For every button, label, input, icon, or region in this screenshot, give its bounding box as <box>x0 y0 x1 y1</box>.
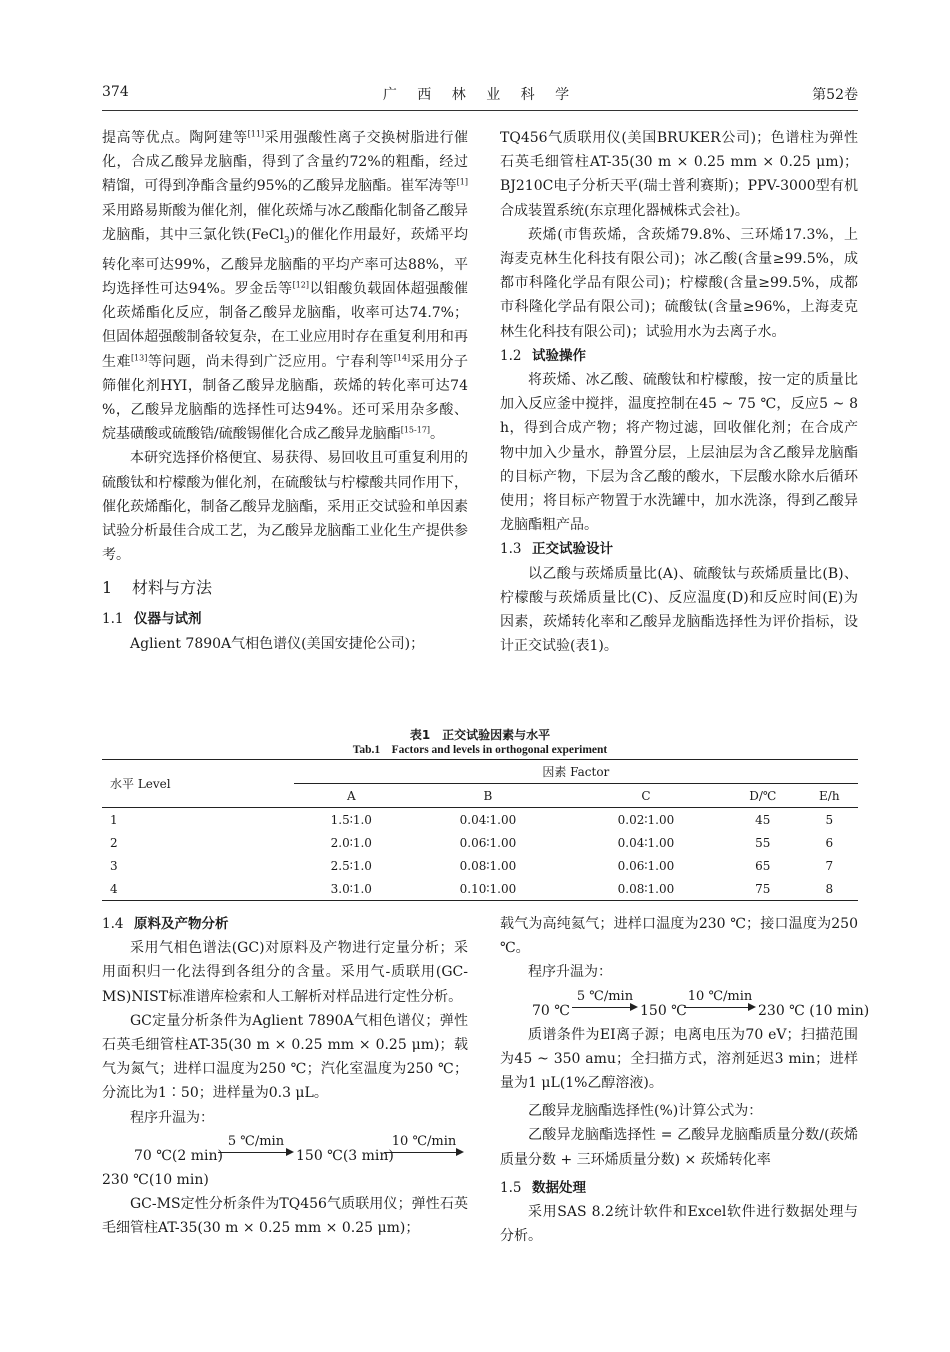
reagents-paragraph: 莰烯(市售莰烯，含莰烯79.8%、三环烯17.3%，上海麦克林生化科技有限公司)；冰乙酸(含量≥99.5%，成都市科隆化学品有限公司)；柠檬酸(含量≥99.5%，成都市科隆化学品有限公司)；硫酸钛(含量≥96%，上海麦克林生化科技有限公司)；试验用水为去离子水。 <box>500 226 858 340</box>
left-column-bottom <box>102 912 468 1240</box>
citation[interactable]: [11] <box>247 129 265 139</box>
intro-paragraph-2: 本研究选择价格便宜、易获得、易回收且可重复利用的硫酸钛和柠檬酸为催化剂，在硫酸钛与柠檬酸共同作用下，催化莰烯酯化，制备乙酸异龙脑酯，采用正交试验和单因素试验分析最佳合成工艺，为乙酸异龙脑酯工业化生产提供参考。 <box>102 450 468 564</box>
table-1 <box>102 728 858 901</box>
citation[interactable]: [15-17] <box>400 425 431 435</box>
gcms-conditions-paragraph: GC-MS定性分析条件为TQ456气质联用仪；弹性石英毛细管柱AT-35(30 m × 0.25 mm × 0.25 μm)； <box>102 1196 468 1237</box>
running-header <box>102 84 858 108</box>
citation[interactable]: [13] <box>130 352 148 362</box>
volume-label: 第52卷 <box>812 87 858 103</box>
citation[interactable]: [12] <box>292 280 309 290</box>
column-header: B <box>483 788 493 803</box>
gc-conditions-paragraph: GC定量分析条件为Aglient 7890A气相色谱仪；弹性石英毛细管柱AT-35(30 m × 0.25 mm × 0.25 μm)；载气为氮气；进样口温度为250 ℃；汽化室温度为250 ℃；分流比为1∶50；进样量为0.3 μL。 <box>102 1012 468 1102</box>
level-header: 水平 Level <box>102 760 294 808</box>
journal-title: 广 西 林 业 科 学 <box>382 87 578 103</box>
arrow-icon: 5 ℃/min <box>218 1130 294 1160</box>
ms-temperature-program: 70 ℃ 5 ℃/min 150 ℃ 10 ℃/min 230 ℃ (10 min) <box>500 985 858 1023</box>
gc-program-end: 230 ℃(10 min) <box>102 1171 209 1188</box>
gc-temperature-program: 70 ℃(2 min) 5 ℃/min 150 ℃(3 min) 10 ℃/min <box>102 1130 468 1168</box>
program-label: 程序升温为： <box>130 1109 214 1126</box>
right-column-bottom <box>500 912 870 1248</box>
column-header: C <box>641 788 651 803</box>
selectivity-formula: 乙酸异龙脑酯选择性 = 乙酸异龙脑酯质量分数/(莰烯质量分数 + 三环烯质量分数) × 莰烯转化率 <box>500 1127 858 1168</box>
factor-level-table <box>102 759 858 901</box>
table-row: 1 1.5∶1.0 0.04∶1.00 0.02∶1.00 45 5 <box>110 812 834 827</box>
analysis-paragraph: 采用气相色谱法(GC)对原料及产物进行定量分析；采用面积归一化法得到各组分的含量。采用气-质联用(GC-MS)NIST标准谱库检索和人工解析对样品进行定性分析。 <box>102 940 468 1005</box>
arrow-icon: 10 ℃/min <box>384 1130 464 1160</box>
data-processing-paragraph: 采用SAS 8.2统计软件和Excel软件进行数据处理与分析。 <box>500 1204 858 1245</box>
intro-paragraph-1: 提高等优点。陶阿建等[11]采用强酸性离子交换树脂进行催化，合成乙酸异龙脑酯，得到了含量约72%的粗酯，经过精馏，可得到净酯含量约95%的乙酸异龙脑酯。崔军涛等[1]采用路易斯酸为催化剂，催化莰烯与冰乙酸酯化制备乙酸异龙脑酯，其中三氯化铁(FeCl$_3$)的催化作用最好，莰烯平均转化率可达99%，乙酸异龙脑酯的平均产率可达88%，平均选择性可达94%。罗金岳等[12]以钼酸负载固体超强酸催化莰烯酯化反应，制备乙酸异龙脑酯，收率可达74.7%；但固体超强酸制备较复杂，在工业应用时存在重复利用和再生难[13]等问题，尚未得到广泛应用。宁春利等[14]采用分子筛催化剂HYI，制备乙酸异龙脑酯，莰烯的转化率可达74 %，乙酸异龙脑酯的选择性可达94%。还可采用杂多酸、烷基磺酸或硫酸锆/硫酸锡催化合成乙酸异龙脑酯[15-17]。 <box>102 129 469 443</box>
operation-paragraph: 将莰烯、冰乙酸、硫酸钛和柠檬酸，按一定的质量比加入反应釜中搅拌，温度控制在45 ~ 75 ℃，反应5 ~ 8 h，得到合成产物；将产物过滤，回收催化剂；在合成产物中加入少量水，静置分层，上层油层为含乙酸异龙脑酯的目标产物，下层为含乙酸的酸水，下层酸水除水后循环使用；将目标产物置于水洗罐中，加水洗涤，得到乙酸异龙脑酯粗产品。 <box>500 372 858 534</box>
citation[interactable]: [14] <box>393 352 411 362</box>
program-label: 程序升温为： <box>528 964 612 981</box>
column-header: D/℃ <box>749 788 777 803</box>
left-column-top <box>102 126 468 656</box>
table-row: 4 3.0∶1.0 0.10∶1.00 0.08∶1.00 75 8 <box>102 877 858 901</box>
arrow-icon: 5 ℃/min <box>572 985 638 1015</box>
section-heading-1-5: 1.5 数据处理 <box>500 1179 586 1196</box>
ms-conditions-paragraph: 质谱条件为EI离子源；电离电压为70 eV；扫描范围为45 ~ 350 amu；全扫描方式，溶剂延迟3 min；进样量为1 μL(1%乙醇溶液)。 <box>500 1026 858 1092</box>
arrow-icon: 10 ℃/min <box>684 985 756 1015</box>
section-heading-1-2: 1.2 试验操作 <box>500 347 586 364</box>
section-heading-1-1: 1.1 仪器与试剂 <box>102 611 202 628</box>
instruments-paragraph-cont: TQ456气质联用仪(美国BRUKER公司)；色谱柱为弹性石英毛细管柱AT-35(30 m × 0.25 mm × 0.25 μm)；BJ210C电子分析天平(瑞士普利赛斯)；PPV-3000型有机合成装置系统(东京理化器械株式会社)。 <box>500 130 858 219</box>
section-heading-1-4: 1.4 原料及产物分析 <box>102 916 229 932</box>
table-row: 3 2.5∶1.0 0.08∶1.00 0.06∶1.00 65 7 <box>110 858 834 873</box>
page-number: 374 <box>102 84 129 100</box>
section-heading-1-3: 1.3 正交试验设计 <box>500 541 613 558</box>
citation[interactable]: [1] <box>456 177 468 187</box>
table-caption-en: Tab.1 Factors and levels in orthogonal experiment <box>352 744 608 756</box>
section-heading-1: 1 材料与方法 <box>102 578 213 598</box>
table-row: 2 2.0∶1.0 0.06∶1.00 0.04∶1.00 55 6 <box>110 835 834 850</box>
column-header: E/h <box>819 788 840 803</box>
right-column-top <box>500 126 858 658</box>
instruments-paragraph: Aglient 7890A气相色谱仪(美国安捷伦公司)； <box>130 635 425 652</box>
factor-header: 因素 Factor <box>294 760 858 784</box>
gcms-conditions-cont: 载气为高纯氦气；进样口温度为230 ℃；接口温度为250 ℃。 <box>500 916 858 957</box>
orthogonal-paragraph: 以乙酸与莰烯质量比(A)、硫酸钛与莰烯质量比(B)、柠檬酸与莰烯质量比(C)、反应温度(D)和反应时间(E)为因素，莰烯转化率和乙酸异龙脑酯选择性为评价指标，设计正交试验(表1)。 <box>500 565 858 655</box>
header-rule <box>102 110 858 111</box>
table-caption-cn: 表1 正交试验因素与水平 <box>409 728 551 742</box>
selectivity-label: 乙酸异龙脑酯选择性(%)计算公式为： <box>528 1103 763 1120</box>
column-header: A <box>346 788 356 803</box>
